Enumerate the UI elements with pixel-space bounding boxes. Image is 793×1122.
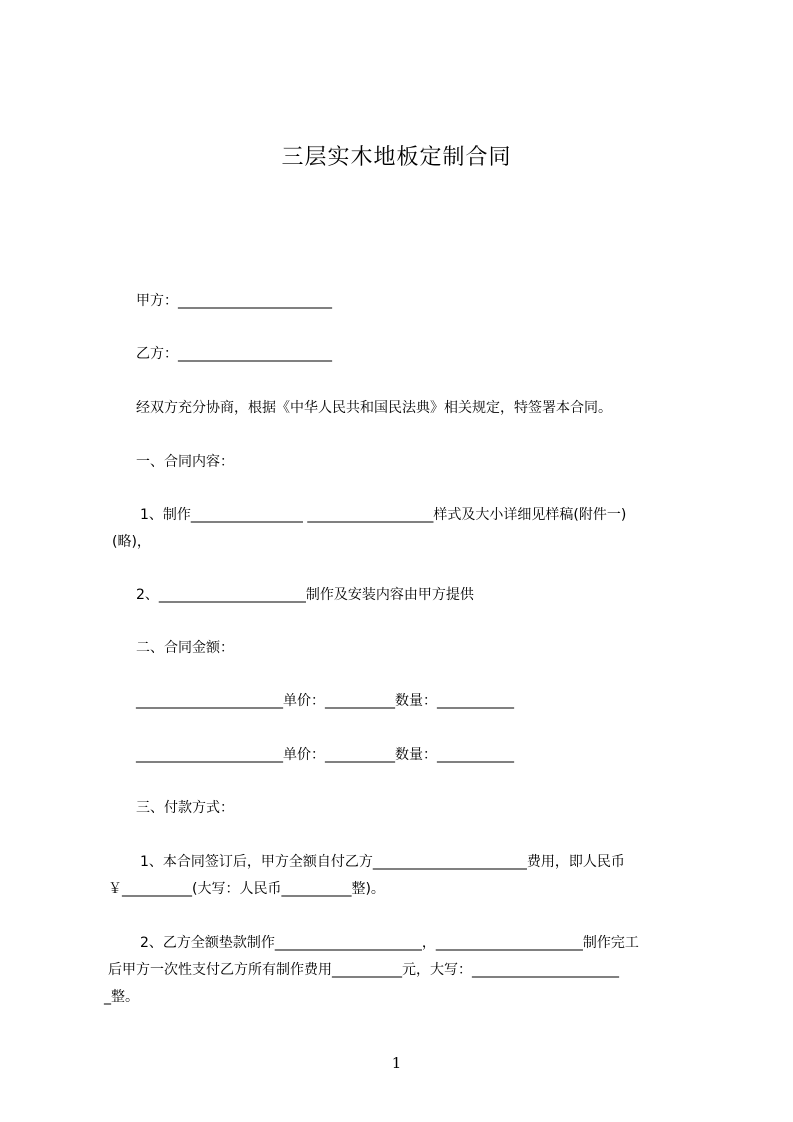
payment-item-2: 2、乙方全额垫款制作_____________________，_____________________制作完工 (140, 935, 639, 951)
payment-item-1: 1、本合同签订后，甲方全额自付乙方______________________费用，即人民币 (140, 854, 625, 870)
content-item-1: 1、制作________________ __________________样式及大小详细见样稿(附件一) (140, 507, 627, 523)
content-item-2: 2、_____________________制作及安装内容由甲方提供 (136, 587, 474, 603)
section-2-heading: 二、合同金额： (136, 640, 234, 656)
payment-item-2-continued: 后甲方一次性支付乙方所有制作费用__________元，大写：_____________________ (108, 962, 619, 978)
amount-row-1: _____________________单价：__________数量：___________ (136, 693, 514, 709)
section-1-heading: 一、合同内容： (136, 454, 234, 470)
section-3-heading: 三、付款方式： (136, 800, 234, 816)
party-a-line: 甲方：______________________ (136, 293, 332, 309)
payment-item-1-continued: ￥__________(大写：人民币__________整)。 (108, 881, 385, 897)
document-title: 三层实木地板定制合同 (281, 145, 512, 170)
amount-row-2: _____________________单价：__________数量：___________ (136, 747, 514, 763)
content-item-1-continued: (略)， (112, 534, 151, 550)
page-number: 1 (391, 1054, 402, 1072)
party-b-line: 乙方：______________________ (136, 346, 332, 362)
payment-item-2-end: _整。 (104, 989, 139, 1005)
intro-paragraph: 经双方充分协商，根据《中华人民共和国民法典》相关规定，特签署本合同。 (136, 400, 612, 416)
